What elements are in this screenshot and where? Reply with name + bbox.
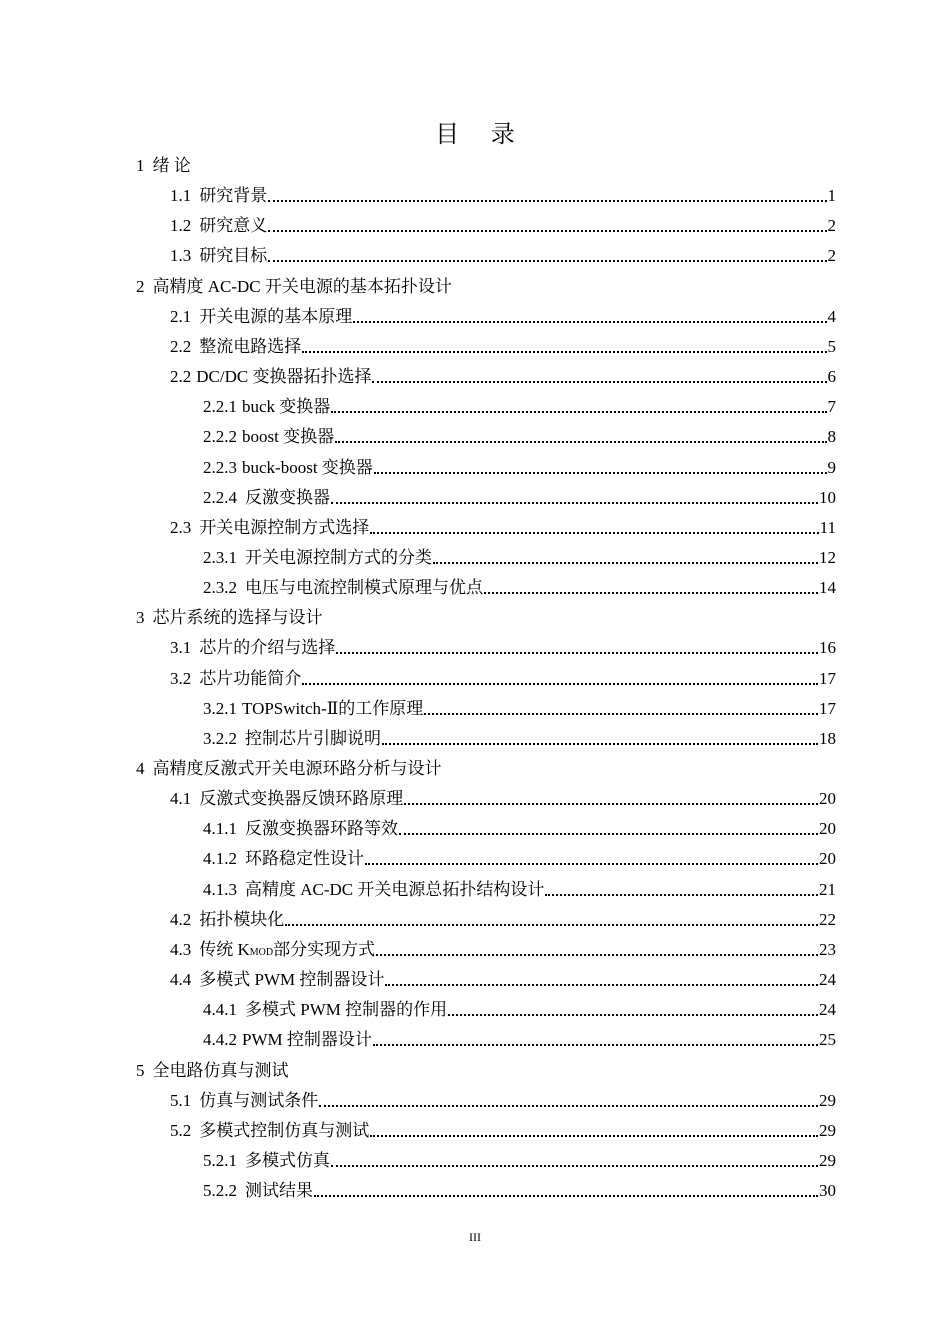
toc-dot-leader bbox=[376, 954, 818, 956]
toc-entry-number: 4.2 bbox=[170, 909, 192, 929]
toc-entry[interactable] bbox=[203, 844, 836, 874]
toc-entry-number: 3 bbox=[136, 608, 145, 628]
toc-dot-leader bbox=[372, 381, 826, 383]
toc-entry-page-number: 6 bbox=[827, 367, 836, 387]
toc-entry-number: 3.2.1 bbox=[203, 698, 237, 718]
toc-entry-title: 高精度反激式开关电源环路分析与设计 bbox=[152, 759, 442, 778]
toc-entry[interactable] bbox=[170, 965, 836, 995]
toc-entry-title: 拓扑模块化 bbox=[199, 909, 285, 929]
toc-dot-leader bbox=[302, 683, 818, 685]
toc-dot-leader bbox=[268, 200, 826, 202]
toc-dot-leader bbox=[319, 1105, 818, 1107]
toc-entry-page-number: 30 bbox=[819, 1181, 836, 1201]
toc-entry-number: 1.3 bbox=[170, 246, 192, 266]
toc-entry[interactable] bbox=[203, 1176, 836, 1206]
toc-entry-number: 4.4.2 bbox=[203, 1030, 237, 1050]
toc-entry-title: boost 变换器 bbox=[242, 427, 335, 447]
toc-entry[interactable] bbox=[170, 332, 836, 362]
toc-entry[interactable] bbox=[203, 543, 836, 573]
toc-entry-title: 环路稳定性设计 bbox=[245, 849, 364, 869]
toc-entry-title: 测试结果 bbox=[245, 1181, 313, 1201]
toc-entry-number: 2.1 bbox=[170, 306, 192, 326]
toc-entry-page-number: 4 bbox=[827, 306, 836, 326]
toc-entry-title: 开关电源的基本原理 bbox=[199, 306, 353, 326]
toc-entry[interactable] bbox=[136, 603, 323, 633]
toc-entry-number: 4.4.1 bbox=[203, 1000, 237, 1020]
toc-dot-leader bbox=[268, 260, 826, 262]
toc-entry-page-number: 1 bbox=[827, 186, 836, 206]
toc-entry-title: 研究背景 bbox=[199, 186, 268, 206]
toc-entry-page-number: 21 bbox=[819, 879, 836, 899]
toc-entry-number: 4.1.1 bbox=[203, 819, 237, 839]
toc-entry-page-number: 29 bbox=[819, 1150, 836, 1170]
toc-entry-title: 反激式变换器反馈环路原理 bbox=[199, 789, 404, 809]
toc-entry[interactable] bbox=[203, 694, 836, 724]
toc-dot-leader bbox=[448, 1014, 818, 1016]
toc-entry-page-number: 5 bbox=[827, 336, 836, 356]
toc-entry-title: 绪 论 bbox=[152, 156, 191, 175]
toc-dot-leader bbox=[404, 803, 818, 805]
toc-entry-page-number: 7 bbox=[827, 397, 836, 417]
toc-entry-number: 2 bbox=[136, 276, 145, 296]
toc-entry[interactable] bbox=[170, 302, 836, 332]
toc-entry-title: 研究目标 bbox=[199, 246, 268, 266]
toc-entry-number: 4.4 bbox=[170, 970, 192, 990]
toc-entry-page-number: 12 bbox=[819, 547, 836, 567]
toc-dot-leader bbox=[370, 532, 818, 534]
toc-entry-number: 2.2.4 bbox=[203, 487, 237, 507]
toc-dot-leader bbox=[424, 713, 818, 715]
toc-dot-leader bbox=[285, 924, 818, 926]
toc-entry-number: 5.2.1 bbox=[203, 1150, 237, 1170]
toc-dot-leader bbox=[370, 1135, 818, 1137]
toc-dot-leader bbox=[314, 1195, 818, 1197]
toc-entry-subscript: MOD bbox=[249, 946, 274, 958]
toc-entry[interactable] bbox=[170, 1086, 836, 1116]
toc-entry-number: 1 bbox=[136, 156, 145, 175]
toc-dot-leader bbox=[484, 592, 818, 594]
toc-entry-number: 2.2 bbox=[170, 367, 192, 387]
toc-entry-title: 多模式 PWM 控制器设计 bbox=[199, 970, 385, 990]
toc-dot-leader bbox=[365, 863, 818, 865]
toc-dot-leader bbox=[353, 321, 826, 323]
toc-entry-number: 3.1 bbox=[170, 638, 192, 658]
toc-entry-page-number: 16 bbox=[819, 638, 836, 658]
toc-dot-leader bbox=[331, 502, 818, 504]
toc-entry[interactable] bbox=[136, 272, 452, 302]
toc-entry-title: buck-boost 变换器 bbox=[242, 457, 373, 477]
toc-entry-page-number: 23 bbox=[819, 939, 836, 959]
toc-entry-number: 2.3.2 bbox=[203, 578, 237, 598]
toc-entry-title: 仿真与测试条件 bbox=[199, 1090, 319, 1110]
toc-entry-page-number: 17 bbox=[819, 668, 836, 688]
toc-entry-number: 1.1 bbox=[170, 186, 192, 206]
toc-entry-number: 2.2.1 bbox=[203, 397, 237, 417]
toc-entry-title: 传统 K bbox=[199, 939, 250, 959]
toc-entry[interactable] bbox=[136, 754, 442, 784]
toc-entry-number: 3.2.2 bbox=[203, 728, 237, 748]
toc-entry-title: 研究意义 bbox=[199, 216, 268, 236]
toc-entry[interactable] bbox=[170, 211, 836, 241]
toc-entry[interactable] bbox=[203, 483, 836, 513]
toc-entry[interactable] bbox=[170, 905, 836, 935]
toc-entry-title: 开关电源控制方式选择 bbox=[199, 517, 370, 537]
toc-entry-number: 5.1 bbox=[170, 1090, 192, 1110]
toc-entry-page-number: 20 bbox=[819, 789, 836, 809]
toc-entry[interactable] bbox=[203, 392, 836, 422]
toc-entry-number: 4.1 bbox=[170, 789, 192, 809]
toc-dot-leader bbox=[382, 743, 818, 745]
toc-dot-leader bbox=[374, 472, 827, 474]
toc-entry-title: 高精度 AC-DC 开关电源的基本拓扑设计 bbox=[152, 276, 452, 296]
toc-entry-page-number: 2 bbox=[827, 216, 836, 236]
toc-dot-leader bbox=[545, 894, 818, 896]
toc-entry[interactable] bbox=[170, 181, 836, 211]
toc-entry-title: DC/DC 变换器拓扑选择 bbox=[196, 367, 372, 387]
toc-entry-page-number: 24 bbox=[819, 1000, 836, 1020]
toc-entry[interactable] bbox=[170, 241, 836, 271]
toc-entry-page-number: 25 bbox=[819, 1030, 836, 1050]
toc-dot-leader bbox=[331, 411, 826, 413]
toc-entry[interactable] bbox=[170, 362, 836, 392]
toc-entry[interactable] bbox=[203, 814, 836, 844]
toc-entry-number: 4.1.3 bbox=[203, 879, 237, 899]
toc-entry-number: 4 bbox=[136, 759, 145, 778]
toc-entry-number: 3.2 bbox=[170, 668, 192, 688]
toc-entry-page-number: 2 bbox=[827, 246, 836, 266]
toc-entry[interactable] bbox=[203, 1146, 836, 1176]
toc-entry-number: 2.2.3 bbox=[203, 457, 237, 477]
toc-entry-number: 1.2 bbox=[170, 216, 192, 236]
toc-entry-title-rest: 部分实现方式 bbox=[273, 939, 376, 959]
toc-entry[interactable] bbox=[136, 151, 191, 181]
toc-entry-title: 控制芯片引脚说明 bbox=[245, 728, 381, 748]
toc-entry-number: 4.1.2 bbox=[203, 849, 237, 869]
toc-entry[interactable] bbox=[170, 1116, 836, 1146]
toc-entry[interactable] bbox=[170, 633, 836, 663]
toc-entry-number: 2.3 bbox=[170, 517, 192, 537]
page-footer-number: III bbox=[469, 1230, 481, 1244]
toc-entry[interactable] bbox=[170, 664, 836, 694]
toc-entry[interactable] bbox=[203, 453, 836, 483]
toc-entry-title: 高精度 AC-DC 开关电源总拓扑结构设计 bbox=[245, 879, 545, 899]
toc-entry-title: 芯片的介绍与选择 bbox=[199, 638, 336, 658]
toc-entry[interactable] bbox=[203, 995, 836, 1025]
toc-dot-leader bbox=[302, 351, 826, 353]
toc-entry-title: 芯片系统的选择与设计 bbox=[152, 608, 323, 628]
toc-dot-leader bbox=[331, 1165, 818, 1167]
toc-entry-page-number: 14 bbox=[819, 578, 836, 598]
toc-dot-leader bbox=[385, 984, 818, 986]
toc-entry[interactable] bbox=[203, 875, 836, 905]
toc-dot-leader bbox=[433, 562, 818, 564]
toc-entry-title: 全电路仿真与测试 bbox=[152, 1060, 289, 1080]
toc-entry-page-number: 24 bbox=[819, 970, 836, 990]
toc-entry-title: TOPSwitch-Ⅱ的工作原理 bbox=[242, 698, 424, 718]
toc-entry-page-number: 17 bbox=[819, 698, 836, 718]
toc-entry-page-number: 9 bbox=[827, 457, 836, 477]
toc-entry-title: 多模式 PWM 控制器的作用 bbox=[245, 1000, 448, 1020]
toc-entry-page-number: 29 bbox=[819, 1120, 836, 1140]
toc-entry-page-number: 22 bbox=[819, 909, 836, 929]
toc-entry-title: 电压与电流控制模式原理与优点 bbox=[245, 578, 483, 598]
toc-entry-number: 5.2.2 bbox=[203, 1181, 237, 1201]
toc-entry-title: 反激变换器 bbox=[245, 487, 330, 507]
toc-entry-page-number: 20 bbox=[819, 819, 836, 839]
toc-entry[interactable] bbox=[170, 784, 836, 814]
toc-entry-title: 多模式控制仿真与测试 bbox=[199, 1120, 370, 1140]
toc-entry-title: 开关电源控制方式的分类 bbox=[245, 547, 432, 567]
toc-dot-leader bbox=[373, 1044, 818, 1046]
toc-entry-title: 芯片功能简介 bbox=[199, 668, 302, 688]
toc-dot-leader bbox=[336, 652, 818, 654]
toc-entry-title: PWM 控制器设计 bbox=[242, 1030, 372, 1050]
toc-dot-leader bbox=[335, 441, 826, 443]
toc-entry-page-number: 20 bbox=[819, 849, 836, 869]
toc-entry-page-number: 11 bbox=[819, 517, 836, 537]
toc-entry-page-number: 29 bbox=[819, 1090, 836, 1110]
toc-entry-number: 2.3.1 bbox=[203, 547, 237, 567]
toc-entry[interactable] bbox=[203, 724, 836, 754]
toc-entry[interactable] bbox=[203, 422, 836, 452]
toc-entry-title: buck 变换器 bbox=[242, 397, 331, 417]
toc-entry-number: 2.2.2 bbox=[203, 427, 237, 447]
toc-entry-title: 反激变换器环路等效 bbox=[245, 819, 398, 839]
toc-entry-page-number: 18 bbox=[819, 728, 836, 748]
toc-entry-title: 整流电路选择 bbox=[199, 336, 302, 356]
toc-entry-title: 多模式仿真 bbox=[245, 1150, 330, 1170]
toc-entry[interactable] bbox=[136, 1056, 289, 1086]
toc-entry[interactable] bbox=[170, 513, 836, 543]
toc-entry[interactable] bbox=[203, 1025, 836, 1055]
toc-dot-leader bbox=[268, 230, 826, 232]
toc-entry-number: 5 bbox=[136, 1060, 145, 1080]
toc-entry-number: 4.3 bbox=[170, 939, 192, 959]
toc-entry-number: 2.2 bbox=[170, 336, 192, 356]
toc-entry[interactable] bbox=[203, 573, 836, 603]
toc-dot-leader bbox=[399, 833, 818, 835]
toc-entry[interactable] bbox=[170, 935, 836, 965]
toc-entry-page-number: 10 bbox=[819, 487, 836, 507]
toc-title: 目 录 bbox=[435, 120, 527, 148]
toc-entry-number: 5.2 bbox=[170, 1120, 192, 1140]
toc-entry-page-number: 8 bbox=[827, 427, 836, 447]
